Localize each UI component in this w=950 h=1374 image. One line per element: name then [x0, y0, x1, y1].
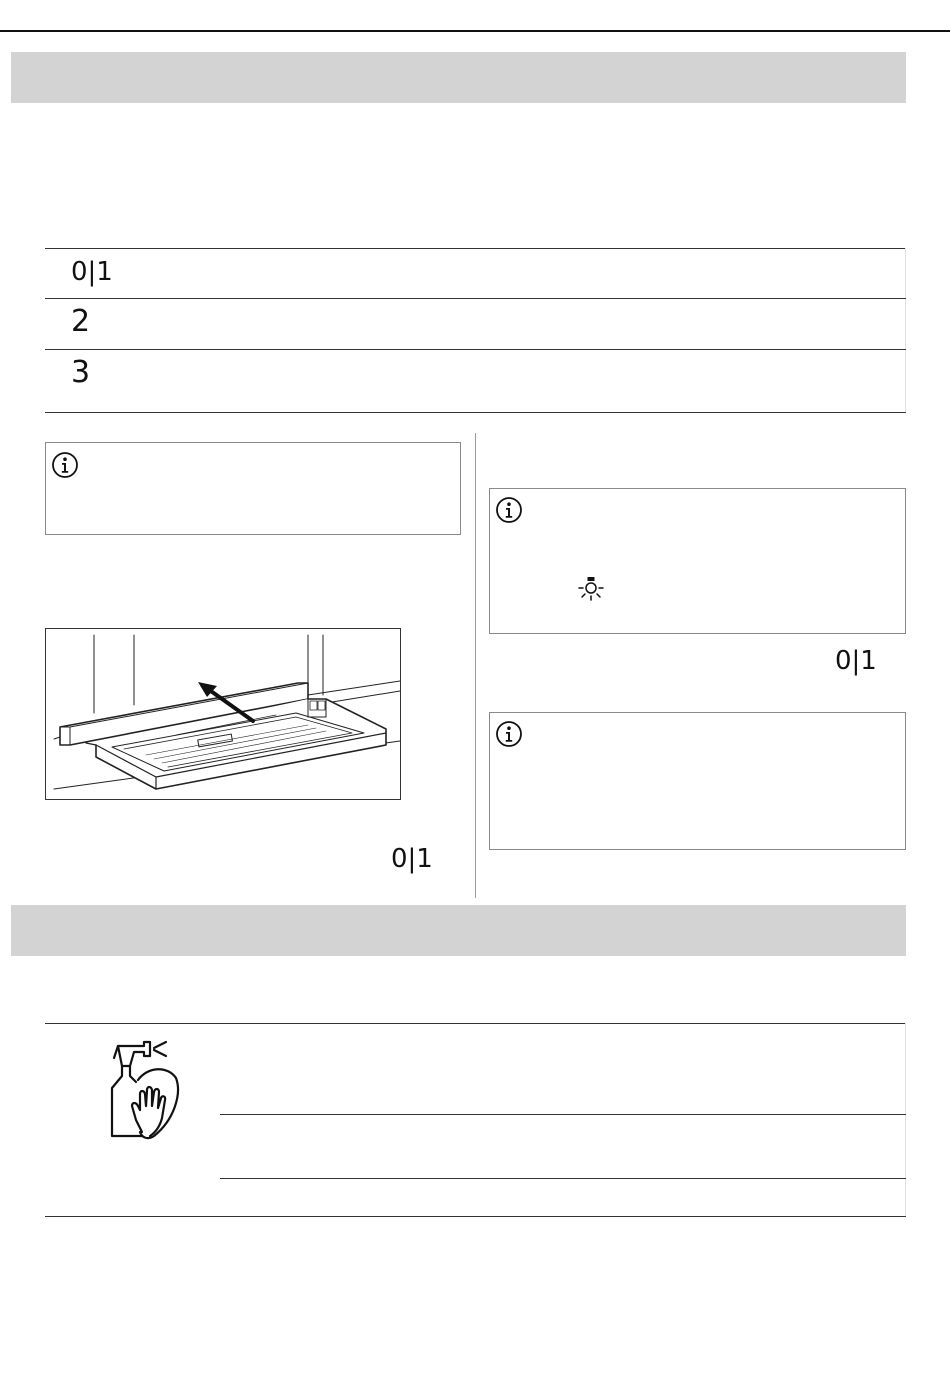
on-off-symbol: 0|1 [71, 257, 113, 287]
section-header-band [11, 52, 906, 103]
cleaning-row-divider [220, 1178, 906, 1179]
hood-illustration [45, 628, 401, 800]
info-box [45, 442, 461, 535]
info-icon [495, 720, 523, 748]
on-off-symbol: 0|1 [391, 844, 433, 874]
speed-2-symbol: 2 [71, 304, 91, 339]
speed-3-symbol: 3 [71, 355, 91, 390]
table-bottom-rule [45, 412, 906, 413]
cleaning-table-top-rule [45, 1023, 906, 1024]
table-row [45, 248, 906, 298]
top-rule [0, 30, 950, 32]
cleaning-row-divider [220, 1114, 906, 1115]
cleaning-table-right-edge [905, 1023, 906, 1216]
table-row [45, 350, 906, 412]
on-off-symbol: 0|1 [835, 646, 877, 676]
info-box [489, 488, 906, 634]
hood-drawing [46, 629, 400, 799]
info-icon [495, 496, 523, 524]
cleaning-table-bottom-rule [45, 1216, 906, 1217]
table-row [45, 299, 906, 349]
column-divider [475, 433, 476, 898]
section-header-band [11, 905, 906, 956]
info-icon [51, 451, 79, 479]
info-box [489, 712, 906, 850]
light-bulb-icon [577, 575, 605, 603]
spray-cleaning-icon [104, 1036, 180, 1142]
